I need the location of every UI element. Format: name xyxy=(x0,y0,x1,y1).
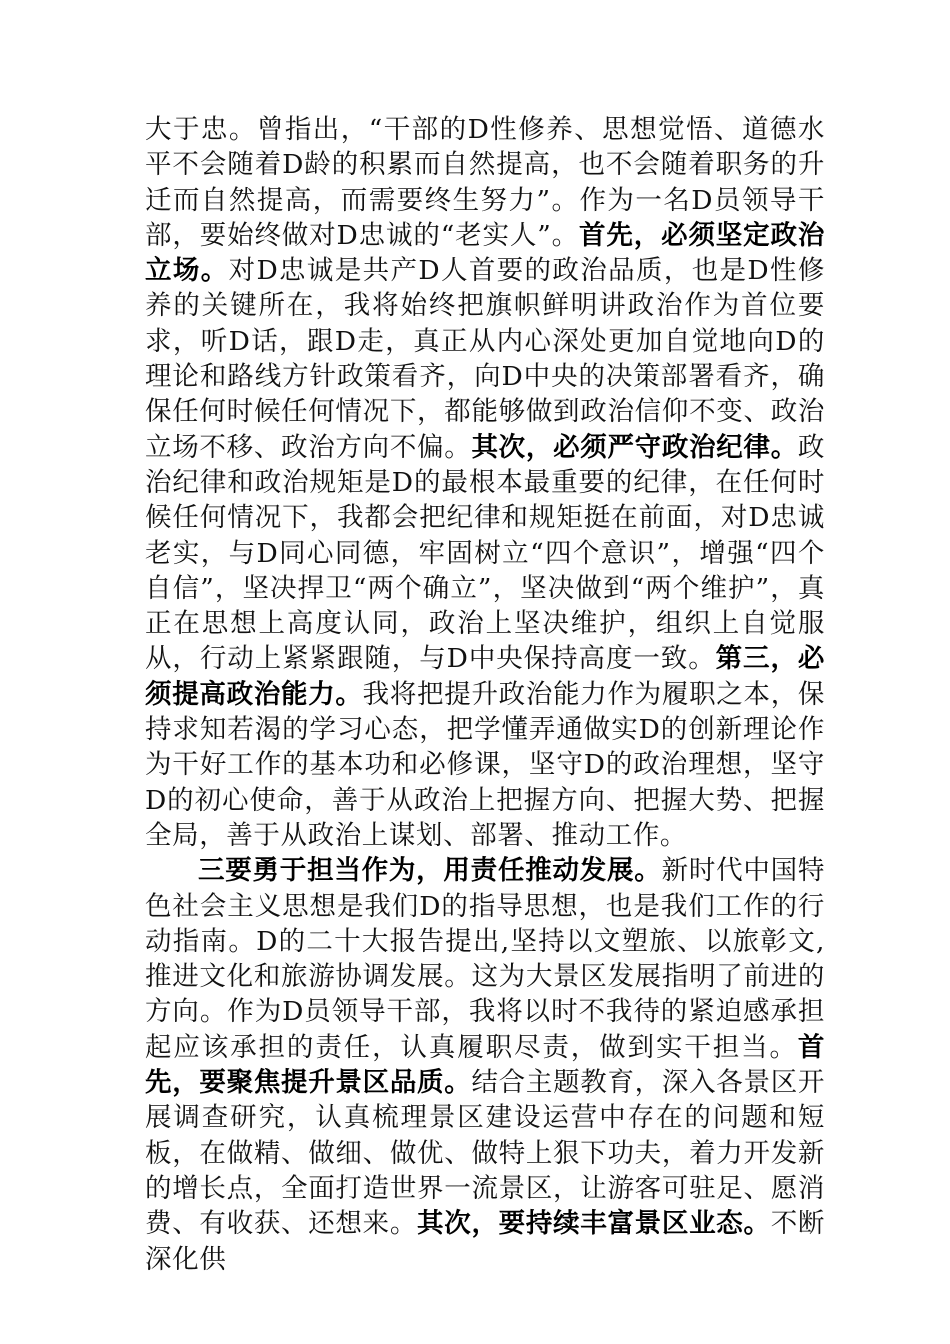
bold-heading-secondly-political-discipline: 其次，必须严守政治纪律。 xyxy=(471,431,798,463)
bold-heading-thirdly-political-ability: 第三，必须提高政治能力。 xyxy=(145,643,825,710)
paragraph-political-loyalty xyxy=(145,112,825,853)
bold-heading-firstly-political-stance: 首先，必须坚定政治立场。 xyxy=(145,219,825,287)
text-segment: 对D忠诚是共产D人首要的政治品质，也是D性修养的关键所在，我将始终把旗帜鲜明讲政治作为首位要求，听D话，跟D走，真正从内心深处更加自觉地向D的理论和路线方针政策看齐，向D中央的决策部署看齐，确保任何时候任何情况下，都能够做到政治信仰不变、政治立场不移、政治方向不偏。 xyxy=(145,255,825,463)
text-segment: 政治纪律和政治规矩是D的最根本最重要的纪律，在任何时候任何情况下，我都会把纪律和规矩挺在前面，对D忠诚老实，与D同心同德，牢固树立“四个意识”，增强“四个自信”，坚决捍卫“两个确立”，坚决做到“两个维护”，真正在思想上高度认同，政治上坚决维护，组织上自觉服从，行动上紧紧跟随，与D中央保持高度一致。 xyxy=(145,431,826,675)
bold-heading-secondly-scenic-formats: 其次，要持续丰富景区业态。 xyxy=(417,1208,771,1240)
text-segment: 我将把提升政治能力作为履职之本，保持求知若渴的学习心态，把学懂弄通做实D的创新理论作为干好工作的基本功和必修课，坚守D的政治理想，坚守D的初心使命，善于从政治上把握方向、把握大势、把握全局，善于从政治上谋划、部署、推动工作。 xyxy=(145,678,825,851)
document-page xyxy=(145,112,825,1277)
text-segment: 不断深化供 xyxy=(145,1208,826,1275)
bold-heading-firstly-scenic-quality: 首先，要聚焦提升景区品质。 xyxy=(145,1031,825,1099)
paragraph-responsibility xyxy=(145,853,825,1277)
bold-heading-section-three: 三要勇于担当作为，用责任推动发展。 xyxy=(198,855,662,887)
text-segment: 新时代中国特色社会主义思想是我们D的指导思想，也是我们工作的行动指南。D的二十大报告提出,坚持以文塑旅、以旅彰文,推进文化和旅游协调发展。这为大景区发展指明了前进的方向。作为D员领导干部，我将以时不我待的紧迫感承担起应该承担的责任，认真履职尽责，做到实干担当。 xyxy=(145,855,826,1063)
text-segment: 大于忠。曾指出，“干部的D性修养、思想觉悟、道德水平不会随着D龄的积累而自然提高，也不会随着职务的升迁而自然提高，而需要终生努力”。作为一名D员领导干部，要始终做对D忠诚的“老实人”。 xyxy=(145,114,825,251)
text-segment: 结合主题教育，深入各景区开展调查研究，认真梳理景区建设运营中存在的问题和短板，在做精、做细、做优、做特上狠下功夫，着力开发新的增长点，全面打造世界一流景区，让游客可驻足、愿消费、有收获、还想来。 xyxy=(145,1067,825,1240)
